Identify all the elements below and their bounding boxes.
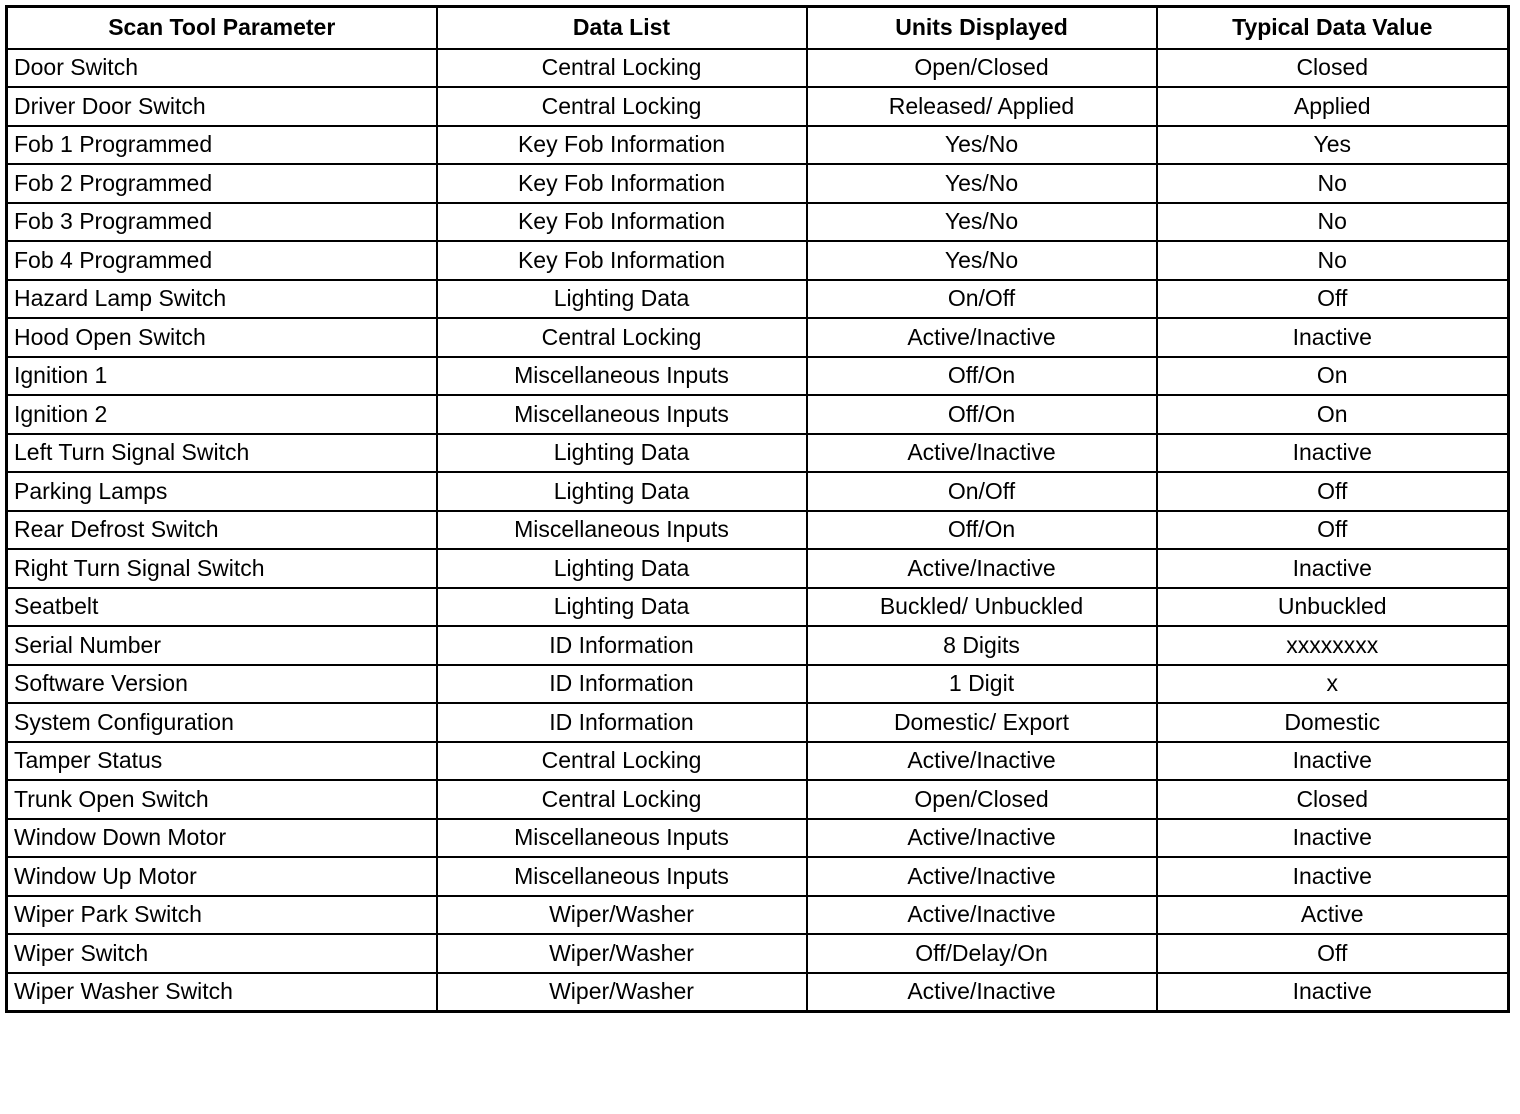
cell-parameter: Right Turn Signal Switch bbox=[7, 549, 437, 588]
cell-data-list: Lighting Data bbox=[437, 434, 807, 473]
table-row bbox=[7, 357, 1509, 396]
cell-data-list: Miscellaneous Inputs bbox=[437, 857, 807, 896]
header-data-list: Data List bbox=[437, 7, 807, 49]
cell-parameter: Hazard Lamp Switch bbox=[7, 280, 437, 319]
table-row bbox=[7, 626, 1509, 665]
cell-units: Open/Closed bbox=[807, 49, 1157, 88]
table-row bbox=[7, 126, 1509, 165]
cell-typical-value: Off bbox=[1157, 280, 1509, 319]
cell-typical-value: xxxxxxxx bbox=[1157, 626, 1509, 665]
table-row bbox=[7, 857, 1509, 896]
cell-data-list: Wiper/Washer bbox=[437, 896, 807, 935]
cell-typical-value: Off bbox=[1157, 511, 1509, 550]
cell-typical-value: Unbuckled bbox=[1157, 588, 1509, 627]
table-body bbox=[7, 49, 1509, 1012]
cell-parameter: Fob 4 Programmed bbox=[7, 241, 437, 280]
cell-typical-value: Applied bbox=[1157, 87, 1509, 126]
cell-typical-value: Off bbox=[1157, 934, 1509, 973]
cell-parameter: Serial Number bbox=[7, 626, 437, 665]
cell-typical-value: Off bbox=[1157, 472, 1509, 511]
cell-parameter: Ignition 2 bbox=[7, 395, 437, 434]
cell-typical-value: No bbox=[1157, 241, 1509, 280]
table-row bbox=[7, 49, 1509, 88]
table-row bbox=[7, 780, 1509, 819]
cell-data-list: Wiper/Washer bbox=[437, 934, 807, 973]
cell-parameter: Window Down Motor bbox=[7, 819, 437, 858]
table-row bbox=[7, 280, 1509, 319]
cell-data-list: Lighting Data bbox=[437, 472, 807, 511]
cell-parameter: Ignition 1 bbox=[7, 357, 437, 396]
cell-units: Domestic/ Export bbox=[807, 703, 1157, 742]
cell-data-list: Wiper/Washer bbox=[437, 973, 807, 1012]
cell-data-list: Key Fob Information bbox=[437, 241, 807, 280]
cell-data-list: Key Fob Information bbox=[437, 164, 807, 203]
table-row bbox=[7, 973, 1509, 1012]
table-row bbox=[7, 742, 1509, 781]
cell-units: Active/Inactive bbox=[807, 819, 1157, 858]
cell-units: On/Off bbox=[807, 280, 1157, 319]
cell-typical-value: No bbox=[1157, 203, 1509, 242]
cell-parameter: Seatbelt bbox=[7, 588, 437, 627]
cell-parameter: Parking Lamps bbox=[7, 472, 437, 511]
cell-parameter: Rear Defrost Switch bbox=[7, 511, 437, 550]
cell-units: Off/Delay/On bbox=[807, 934, 1157, 973]
cell-data-list: Central Locking bbox=[437, 780, 807, 819]
cell-units: 8 Digits bbox=[807, 626, 1157, 665]
cell-data-list: Central Locking bbox=[437, 742, 807, 781]
cell-parameter: Window Up Motor bbox=[7, 857, 437, 896]
scan-tool-data-table bbox=[5, 5, 1510, 1013]
cell-data-list: Miscellaneous Inputs bbox=[437, 511, 807, 550]
header-scan-tool-parameter: Scan Tool Parameter bbox=[7, 7, 437, 49]
table-row bbox=[7, 164, 1509, 203]
cell-data-list: ID Information bbox=[437, 665, 807, 704]
cell-parameter: Driver Door Switch bbox=[7, 87, 437, 126]
cell-parameter: Wiper Switch bbox=[7, 934, 437, 973]
cell-data-list: ID Information bbox=[437, 626, 807, 665]
cell-data-list: Key Fob Information bbox=[437, 203, 807, 242]
cell-units: Open/Closed bbox=[807, 780, 1157, 819]
cell-parameter: Trunk Open Switch bbox=[7, 780, 437, 819]
cell-parameter: Software Version bbox=[7, 665, 437, 704]
cell-units: Buckled/ Unbuckled bbox=[807, 588, 1157, 627]
cell-data-list: ID Information bbox=[437, 703, 807, 742]
cell-units: Active/Inactive bbox=[807, 857, 1157, 896]
cell-parameter: Hood Open Switch bbox=[7, 318, 437, 357]
header-units-displayed: Units Displayed bbox=[807, 7, 1157, 49]
cell-units: Off/On bbox=[807, 357, 1157, 396]
cell-data-list: Miscellaneous Inputs bbox=[437, 395, 807, 434]
cell-parameter: Fob 1 Programmed bbox=[7, 126, 437, 165]
table-row bbox=[7, 588, 1509, 627]
table-row bbox=[7, 549, 1509, 588]
table-row bbox=[7, 819, 1509, 858]
cell-parameter: System Configuration bbox=[7, 703, 437, 742]
cell-parameter: Tamper Status bbox=[7, 742, 437, 781]
cell-data-list: Central Locking bbox=[437, 87, 807, 126]
table-row bbox=[7, 241, 1509, 280]
cell-units: Off/On bbox=[807, 511, 1157, 550]
cell-typical-value: Closed bbox=[1157, 780, 1509, 819]
cell-data-list: Miscellaneous Inputs bbox=[437, 819, 807, 858]
cell-typical-value: Inactive bbox=[1157, 819, 1509, 858]
cell-data-list: Lighting Data bbox=[437, 280, 807, 319]
table-row bbox=[7, 665, 1509, 704]
cell-units: 1 Digit bbox=[807, 665, 1157, 704]
cell-parameter: Wiper Washer Switch bbox=[7, 973, 437, 1012]
table-row bbox=[7, 511, 1509, 550]
cell-typical-value: Inactive bbox=[1157, 434, 1509, 473]
cell-typical-value: Domestic bbox=[1157, 703, 1509, 742]
table-row bbox=[7, 896, 1509, 935]
table-row bbox=[7, 318, 1509, 357]
cell-data-list: Lighting Data bbox=[437, 588, 807, 627]
table-header bbox=[7, 7, 1509, 49]
table-row bbox=[7, 934, 1509, 973]
cell-parameter: Fob 3 Programmed bbox=[7, 203, 437, 242]
table-row bbox=[7, 203, 1509, 242]
cell-typical-value: On bbox=[1157, 395, 1509, 434]
cell-data-list: Miscellaneous Inputs bbox=[437, 357, 807, 396]
cell-units: Active/Inactive bbox=[807, 742, 1157, 781]
cell-data-list: Lighting Data bbox=[437, 549, 807, 588]
cell-units: On/Off bbox=[807, 472, 1157, 511]
cell-typical-value: Inactive bbox=[1157, 742, 1509, 781]
cell-units: Yes/No bbox=[807, 164, 1157, 203]
cell-typical-value: Inactive bbox=[1157, 857, 1509, 896]
cell-data-list: Key Fob Information bbox=[437, 126, 807, 165]
cell-units: Active/Inactive bbox=[807, 896, 1157, 935]
cell-typical-value: x bbox=[1157, 665, 1509, 704]
cell-units: Yes/No bbox=[807, 126, 1157, 165]
cell-typical-value: Inactive bbox=[1157, 318, 1509, 357]
cell-parameter: Left Turn Signal Switch bbox=[7, 434, 437, 473]
header-typical-data-value: Typical Data Value bbox=[1157, 7, 1509, 49]
table-row bbox=[7, 434, 1509, 473]
table-row bbox=[7, 472, 1509, 511]
cell-typical-value: Yes bbox=[1157, 126, 1509, 165]
cell-parameter: Wiper Park Switch bbox=[7, 896, 437, 935]
cell-units: Released/ Applied bbox=[807, 87, 1157, 126]
table-row bbox=[7, 395, 1509, 434]
cell-units: Active/Inactive bbox=[807, 318, 1157, 357]
cell-data-list: Central Locking bbox=[437, 318, 807, 357]
cell-units: Active/Inactive bbox=[807, 434, 1157, 473]
cell-data-list: Central Locking bbox=[437, 49, 807, 88]
cell-typical-value: Inactive bbox=[1157, 549, 1509, 588]
cell-units: Yes/No bbox=[807, 241, 1157, 280]
cell-typical-value: No bbox=[1157, 164, 1509, 203]
cell-typical-value: On bbox=[1157, 357, 1509, 396]
header-row bbox=[7, 7, 1509, 49]
table-row bbox=[7, 87, 1509, 126]
table-row bbox=[7, 703, 1509, 742]
cell-units: Off/On bbox=[807, 395, 1157, 434]
cell-parameter: Door Switch bbox=[7, 49, 437, 88]
cell-typical-value: Closed bbox=[1157, 49, 1509, 88]
cell-typical-value: Active bbox=[1157, 896, 1509, 935]
cell-units: Active/Inactive bbox=[807, 973, 1157, 1012]
cell-parameter: Fob 2 Programmed bbox=[7, 164, 437, 203]
cell-typical-value: Inactive bbox=[1157, 973, 1509, 1012]
cell-units: Active/Inactive bbox=[807, 549, 1157, 588]
cell-units: Yes/No bbox=[807, 203, 1157, 242]
